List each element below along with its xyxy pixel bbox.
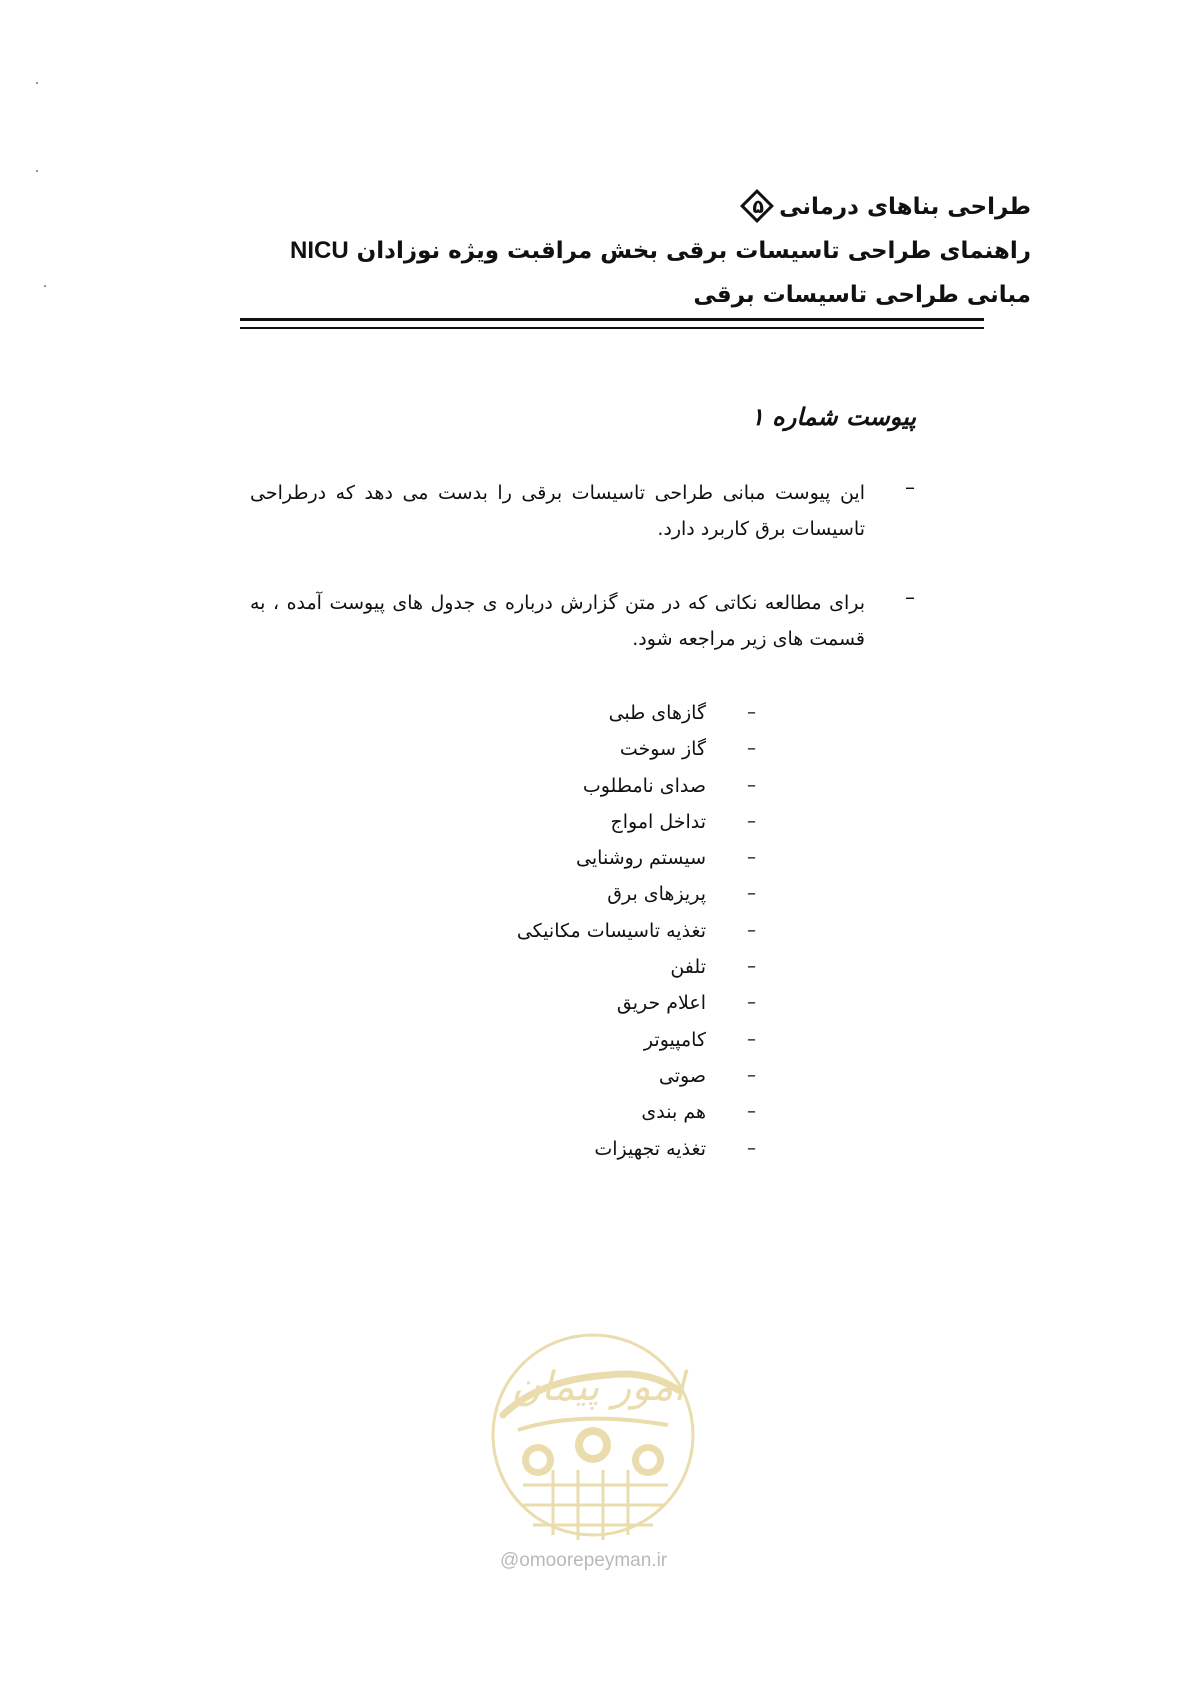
topic-label: تغذیه تاسیسات مکانیکی (516, 919, 706, 942)
scan-speck (36, 82, 38, 84)
list-item (517, 1094, 756, 1130)
topic-label: صدای نامطلوب (582, 774, 706, 797)
dash-bullet: – (747, 774, 756, 796)
dash-bullet: – (747, 1064, 756, 1086)
dash-bullet: – (747, 1101, 756, 1123)
list-item (517, 985, 756, 1021)
dash-bullet: – (747, 847, 756, 869)
list-item (517, 876, 756, 912)
list-item (517, 840, 756, 876)
topic-label: گاز سوخت (619, 738, 706, 761)
list-item (517, 804, 756, 840)
topic-label: کامپیوتر (643, 1028, 706, 1051)
dash-bullet: – (747, 810, 756, 832)
topic-label: گازهای طبی (608, 702, 706, 724)
watermark-logo-text: امور پیمان (511, 1364, 685, 1410)
intro-paragraph: این پیوست مبانی طراحی تاسیسات برقی را بدست می دهد که درطراحی تاسیسات برق کاربرد دارد. (250, 482, 865, 540)
dash-bullet: – (747, 1137, 756, 1159)
topic-label: اعلام حریق (616, 992, 706, 1015)
list-item (517, 1022, 756, 1058)
dash-bullet: – (747, 738, 756, 760)
topic-label: تلفن (670, 956, 706, 979)
scan-speck (44, 285, 46, 287)
series-title: طراحی بناهای درمانی (779, 194, 1031, 220)
watermark-url: @omoorepeyman.ir (500, 1550, 668, 1571)
topic-label: تداخل امواج (610, 810, 706, 833)
topic-label: صوتی (658, 1064, 706, 1087)
series-title-line (211, 185, 1031, 229)
document-header (211, 185, 1031, 317)
topic-list (517, 695, 756, 1167)
dash-bullet: – (747, 883, 756, 905)
topic-label: سیستم روشنایی (576, 847, 706, 870)
paragraph-bullet: – (905, 475, 915, 499)
list-item (517, 1058, 756, 1094)
dash-bullet: – (747, 702, 756, 723)
topic-label: تغذیه تجهیزات (594, 1137, 706, 1160)
dash-bullet: – (747, 919, 756, 941)
series-number: ۵ (752, 196, 764, 218)
list-item (517, 949, 756, 985)
topic-label: پریزهای برق (607, 883, 706, 906)
watermark-logo (478, 1320, 708, 1580)
guide-title-line (211, 229, 1031, 273)
list-item (517, 1131, 756, 1167)
header-divider (240, 318, 984, 329)
list-item (517, 695, 756, 731)
guide-title: راهنمای طراحی تاسیسات برقی بخش مراقبت ویژه نوزادان (356, 238, 1031, 264)
topic-label: هم بندی (641, 1101, 706, 1124)
dash-bullet: – (747, 956, 756, 978)
list-item (517, 768, 756, 804)
section-title: مبانی طراحی تاسیسات برقی (693, 282, 1031, 308)
scan-speck (36, 170, 38, 172)
series-number-badge (739, 188, 777, 226)
dash-bullet: – (747, 992, 756, 1014)
list-item (517, 913, 756, 949)
paragraph-bullet: – (905, 585, 915, 609)
appendix-title: پیوست شماره ۱ (750, 402, 916, 431)
list-item (517, 731, 756, 767)
reference-paragraph: برای مطالعه نکاتی که در متن گزارش درباره ی جدول های پیوست آمده ، به قسمت های زیر مراجعه شود. (250, 592, 865, 650)
guide-acronym: NICU (289, 237, 349, 264)
dash-bullet: – (747, 1028, 756, 1050)
